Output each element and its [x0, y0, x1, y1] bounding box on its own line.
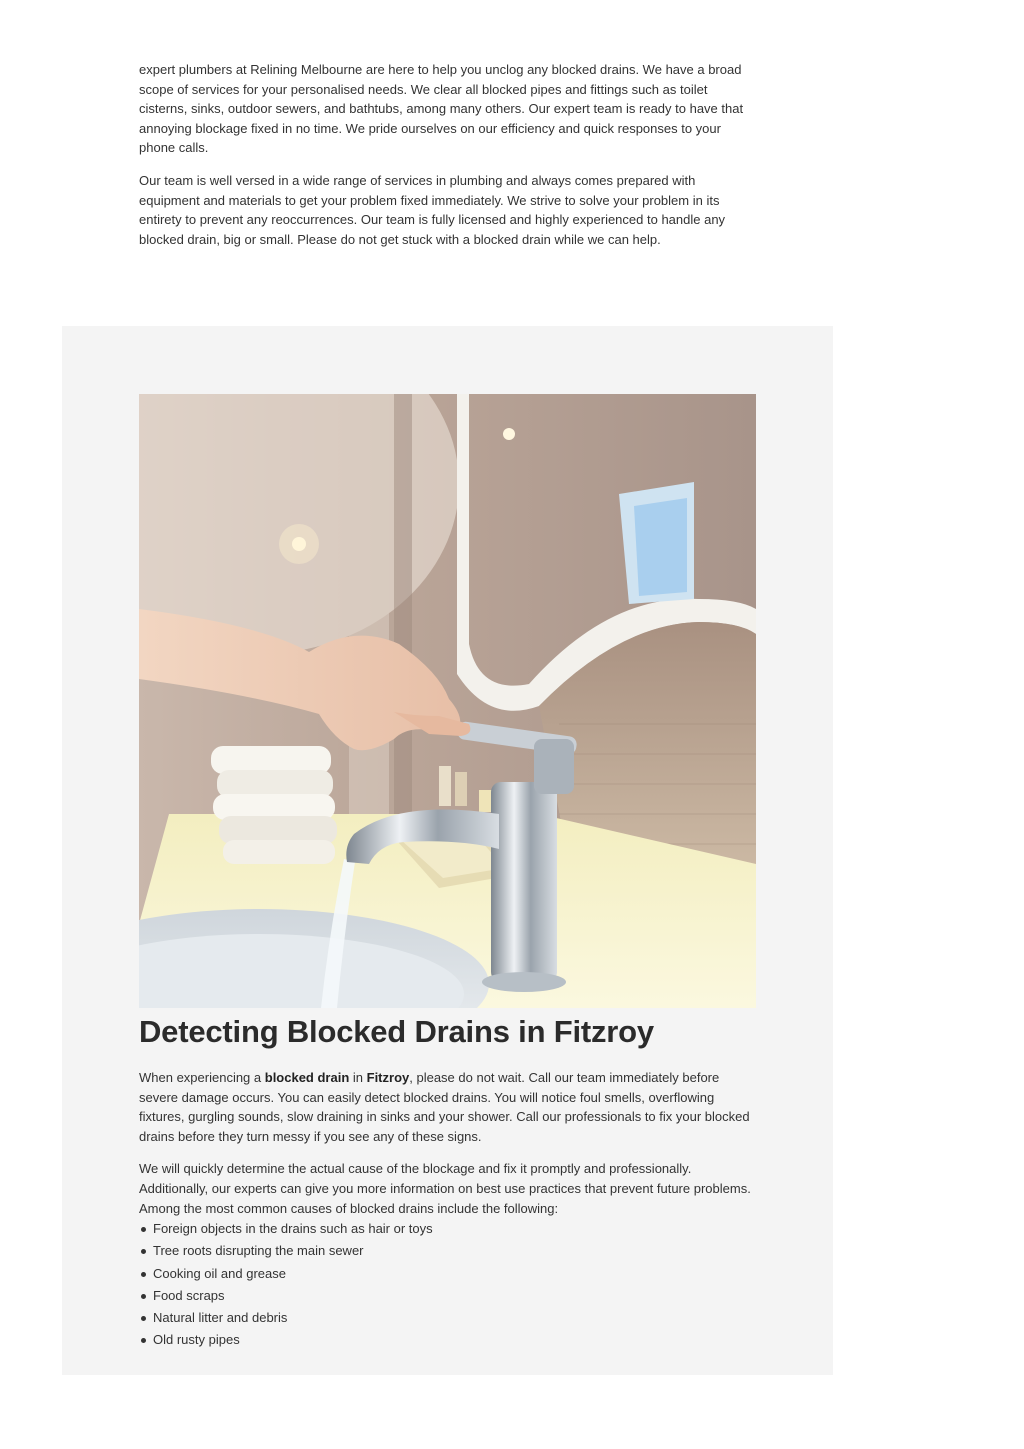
section-paragraph: We will quickly determine the actual cause of the blockage and fix it promptly and professionally. Additionally, our experts can give you more information on best use practices that prevent future problems. Among the most common causes of blocked drains include the following:	[139, 1161, 751, 1216]
bold-keyword: blocked drain	[264, 1070, 350, 1085]
causes-list	[139, 1218, 751, 1351]
paragraph-text: in	[349, 1070, 367, 1085]
intro-paragraph: Our team is well versed in a wide range of services in plumbing and always comes prepared with equipment and materials to get your problem fixed immediately. We strive to solve your problem in its entirety to prevent any reoccurrences. Our team is fully licensed and highly experienced to handle any blocked drain, big or small. Please do not get stuck with a blocked drain while we can help.	[139, 172, 726, 247]
paragraph-text: , please do not wait. Call our team immediately before severe damage occurs. You can easily detect blocked drains. You will notice foul smells, overflowing fixtures, gurgling sounds, slow draining in sinks and your shower. Call our professionals to fix your blocked drains before they turn messy if you see any of these signs.	[139, 1070, 750, 1144]
list-item: Old rusty pipes	[139, 1329, 751, 1351]
intro-paragraph: expert plumbers at Relining Melbourne are here to help you unclog any blocked drains. We have a broad scope of services for your personalised needs. We clear all blocked pipes and fittings such as toilet cisterns, sinks, outdoor sewers, and bathtubs, among many others. Our expert team is ready to have that annoying blockage fixed in no time. We pride ourselves on our efficiency and quick responses to your phone calls.	[139, 62, 744, 156]
section-paragraph	[139, 1068, 751, 1146]
list-item: Tree roots disrupting the main sewer	[139, 1240, 751, 1262]
list-item: Natural litter and debris	[139, 1307, 751, 1329]
intro-text	[139, 60, 755, 249]
detecting-drains-section	[62, 326, 833, 1375]
list-item: Cooking oil and grease	[139, 1263, 751, 1285]
list-item: Foreign objects in the drains such as hair or toys	[139, 1218, 751, 1240]
section-content	[139, 1012, 751, 1351]
list-item: Food scraps	[139, 1285, 751, 1307]
bold-location: Fitzroy	[366, 1070, 410, 1085]
paragraph-text: When experiencing a	[139, 1070, 265, 1085]
section-heading: Detecting Blocked Drains in Fitzroy	[139, 1014, 654, 1049]
bathroom-faucet-photo	[139, 394, 756, 1008]
